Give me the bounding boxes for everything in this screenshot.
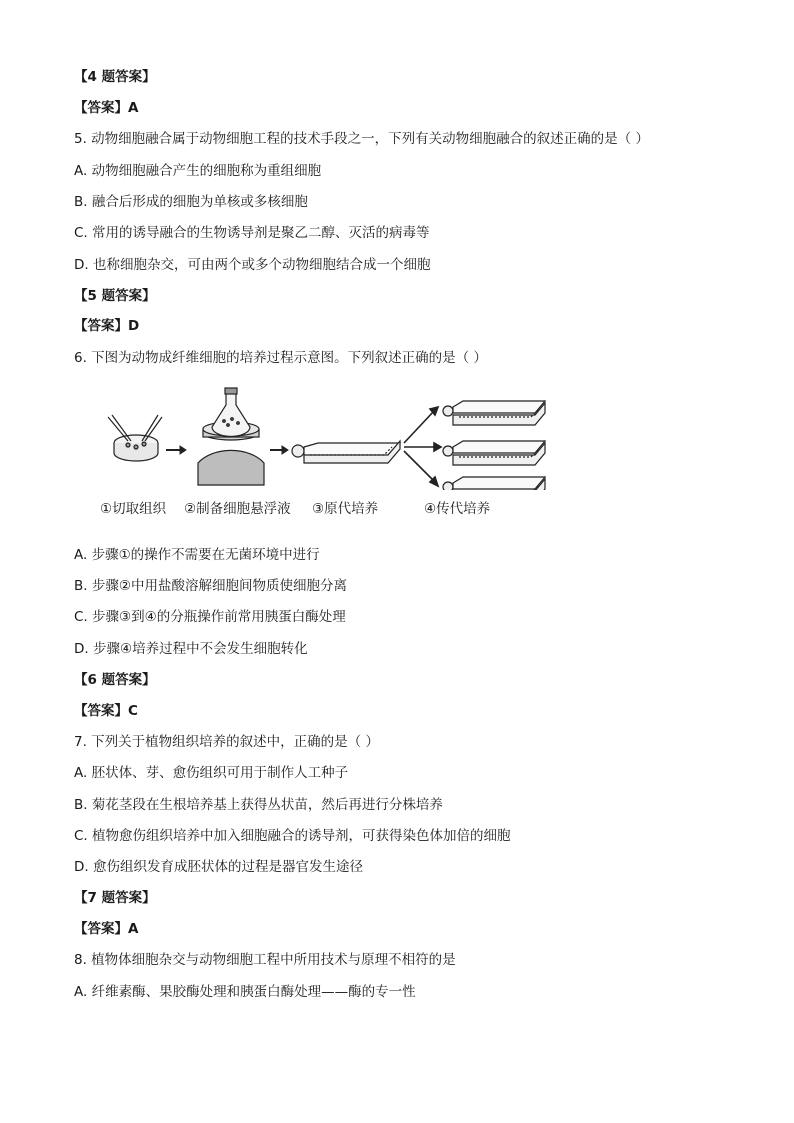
line-text: 7. 下列关于植物组织培养的叙述中，正确的是（ ） <box>74 734 379 750</box>
line-text: 【答案】A <box>74 100 139 116</box>
culture-process-illustration <box>98 385 558 490</box>
line-text: A. 纤维素酶、果胶酶处理和胰蛋白酶处理——酶的专一性 <box>74 984 416 1000</box>
line-6 <box>74 255 430 275</box>
line-17 <box>74 763 348 783</box>
arrow-1 <box>166 446 186 454</box>
line-7 <box>74 286 156 306</box>
line-text: 【答案】A <box>74 921 139 937</box>
line-14 <box>74 670 156 690</box>
line-20 <box>74 857 363 877</box>
line-text: A. 胚状体、芽、愈伤组织可用于制作人工种子 <box>74 765 349 781</box>
line-text: C. 植物愈伤组织培养中加入细胞融合的诱导剂，可获得染色体加倍的细胞 <box>74 828 511 844</box>
line-text: D. 步骤④培养过程中不会发生细胞转化 <box>74 641 308 657</box>
line-9 <box>74 348 487 368</box>
line-text: D. 也称细胞杂交，可由两个或多个动物细胞结合成一个细胞 <box>74 257 431 273</box>
line-10 <box>74 545 320 565</box>
line-19 <box>74 826 511 846</box>
line-11 <box>74 576 347 596</box>
line-0 <box>74 67 156 87</box>
line-text: 【5 题答案】 <box>74 288 156 304</box>
line-text: B. 融合后形成的细胞为单核或多核细胞 <box>74 194 308 210</box>
line-21 <box>74 888 156 908</box>
line-23 <box>74 950 456 970</box>
caption-step-1: ①切取组织 <box>100 501 167 517</box>
branch-arrows <box>404 407 441 486</box>
line-text: B. 菊花茎段在生根培养基上获得丛状苗，然后再进行分株培养 <box>74 797 443 813</box>
caption-step-3: ③原代培养 <box>312 501 379 517</box>
line-15 <box>74 701 138 721</box>
line-2 <box>74 129 649 149</box>
line-text: C. 步骤③到④的分瓶操作前常用胰蛋白酶处理 <box>74 609 346 625</box>
line-text: 【答案】D <box>74 318 140 334</box>
line-text: A. 动物细胞融合产生的细胞称为重组细胞 <box>74 163 322 179</box>
line-12 <box>74 607 346 627</box>
petri-dish-forceps-icon <box>108 415 162 461</box>
line-text: A. 步骤①的操作不需要在无菌环境中进行 <box>74 547 320 563</box>
line-1 <box>74 98 138 118</box>
line-5 <box>74 223 430 243</box>
line-text: 6. 下图为动物成纤维细胞的培养过程示意图。下列叙述正确的是（ ） <box>74 350 487 366</box>
line-text: B. 步骤②中用盐酸溶解细胞间物质使细胞分离 <box>74 578 347 594</box>
line-text: 【答案】C <box>74 703 138 719</box>
primary-culture-flask-icon <box>292 441 400 463</box>
line-text: 【6 题答案】 <box>74 672 156 688</box>
line-text: 8. 植物体细胞杂交与动物细胞工程中所用技术与原理不相符的是 <box>74 952 456 968</box>
arrow-2 <box>270 446 288 454</box>
line-18 <box>74 795 443 815</box>
line-3 <box>74 161 321 181</box>
line-text: 【4 题答案】 <box>74 69 156 85</box>
passage-culture-flasks-icon <box>443 401 545 490</box>
line-4 <box>74 192 308 212</box>
line-24 <box>74 982 416 1002</box>
line-8 <box>74 316 139 336</box>
line-text: 5. 动物细胞融合属于动物细胞工程的技术手段之一，下列有关动物细胞融合的叙述正确的是（ ） <box>74 131 649 147</box>
line-16 <box>74 732 379 752</box>
line-text: D. 愈伤组织发育成胚状体的过程是器官发生途径 <box>74 859 363 875</box>
line-22 <box>74 919 138 939</box>
caption-step-2: ②制备细胞悬浮液 <box>184 501 291 517</box>
flask-on-shaker-icon <box>198 388 264 485</box>
cell-culture-diagram <box>98 385 558 520</box>
caption-step-4: ④传代培养 <box>424 501 491 517</box>
line-text: C. 常用的诱导融合的生物诱导剂是聚乙二醇、灭活的病毒等 <box>74 225 430 241</box>
line-text: 【7 题答案】 <box>74 890 156 906</box>
line-13 <box>74 639 308 659</box>
